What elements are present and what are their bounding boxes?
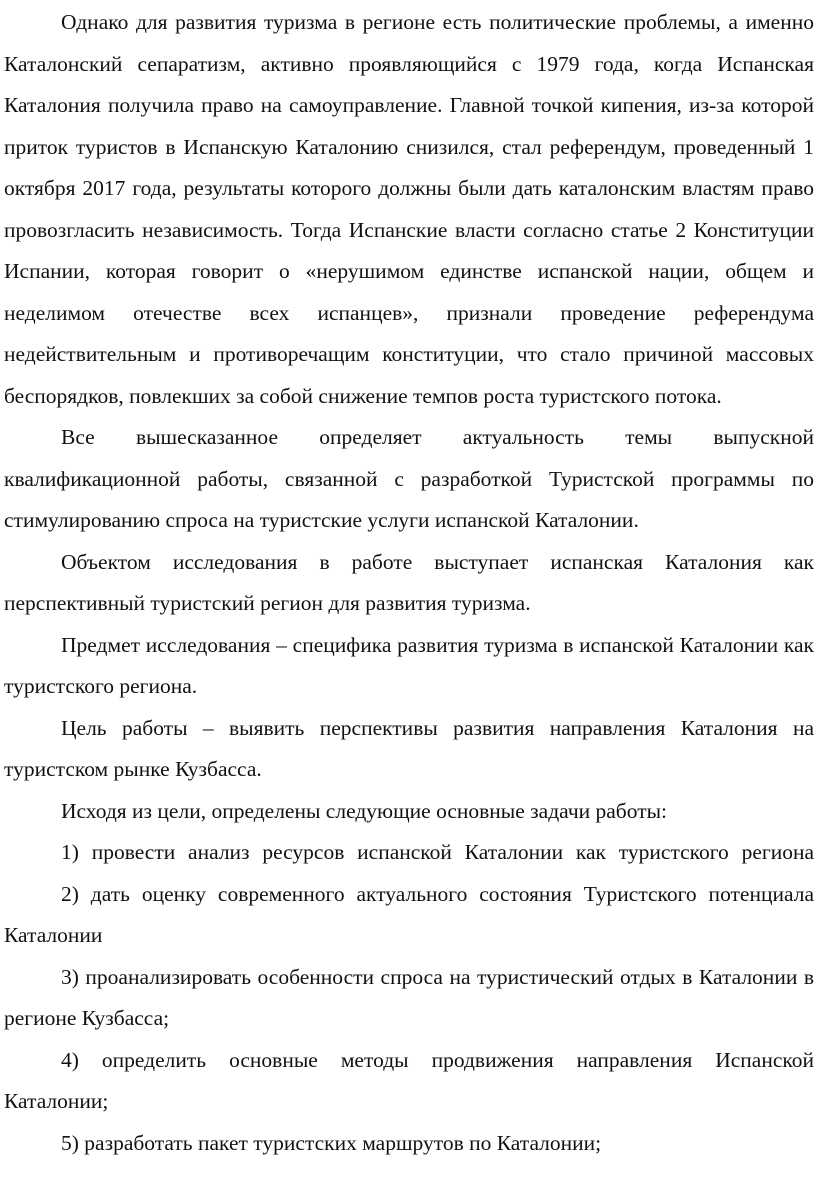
- paragraph-relevance: Все вышесказанное определяет актуальность темы выпускной квалификационной работы, связанной с разработкой Туристской программы по стимулированию спроса на туристские услуги испанской Каталонии.: [4, 425, 814, 532]
- paragraph-research-subject: Предмет исследования – специфика развития туризма в испанской Каталонии как туристского региона.: [4, 632, 814, 698]
- task-item-3: 3) проанализировать особенности спроса на туристический отдых в Каталонии в регионе Кузбасса;: [4, 964, 814, 1030]
- paragraph-goal: Цель работы – выявить перспективы развития направления Каталония на туристском рынке Кузбасса.: [4, 715, 814, 781]
- paragraph-political-problems: Однако для развития туризма в регионе есть политические проблемы, а именно Каталонский сепаратизм, активно проявляющийся с 1979 года, когда Испанская Каталония получила право на самоуправление. Главной точкой кипения, из-за которой приток туристов в Испанскую Каталонию снизился, стал референдум, проведенный 1 октября 2017 года, результаты которого должны были дать каталонским властям право провозгласить независимость. Тогда Испанские власти согласно статье 2 Конституции Испании, которая говорит о «нерушимом единстве испанской нации, общем и неделимом отечестве всех испанцев», признали проведение референдума недействительным и противоречащим конституции, что стало причиной массовых беспорядков, повлекших за собой снижение темпов роста туристского потока.: [4, 10, 814, 408]
- task-item-1: 1) провести анализ ресурсов испанской Каталонии как туристского региона: [61, 840, 814, 864]
- paragraph-research-object: Объектом исследования в работе выступает испанская Каталония как перспективный туристский регион для развития туризма.: [4, 549, 814, 615]
- task-item-2: 2) дать оценку современного актуального состояния Туристского потенциала Каталонии: [4, 881, 814, 947]
- paragraph-tasks-intro: Исходя из цели, определены следующие основные задачи работы:: [61, 798, 668, 823]
- task-item-5: 5) разработать пакет туристских маршрутов по Каталонии;: [61, 1130, 602, 1155]
- task-item-4: 4) определить основные методы продвижения направления Испанской Каталонии;: [4, 1047, 814, 1113]
